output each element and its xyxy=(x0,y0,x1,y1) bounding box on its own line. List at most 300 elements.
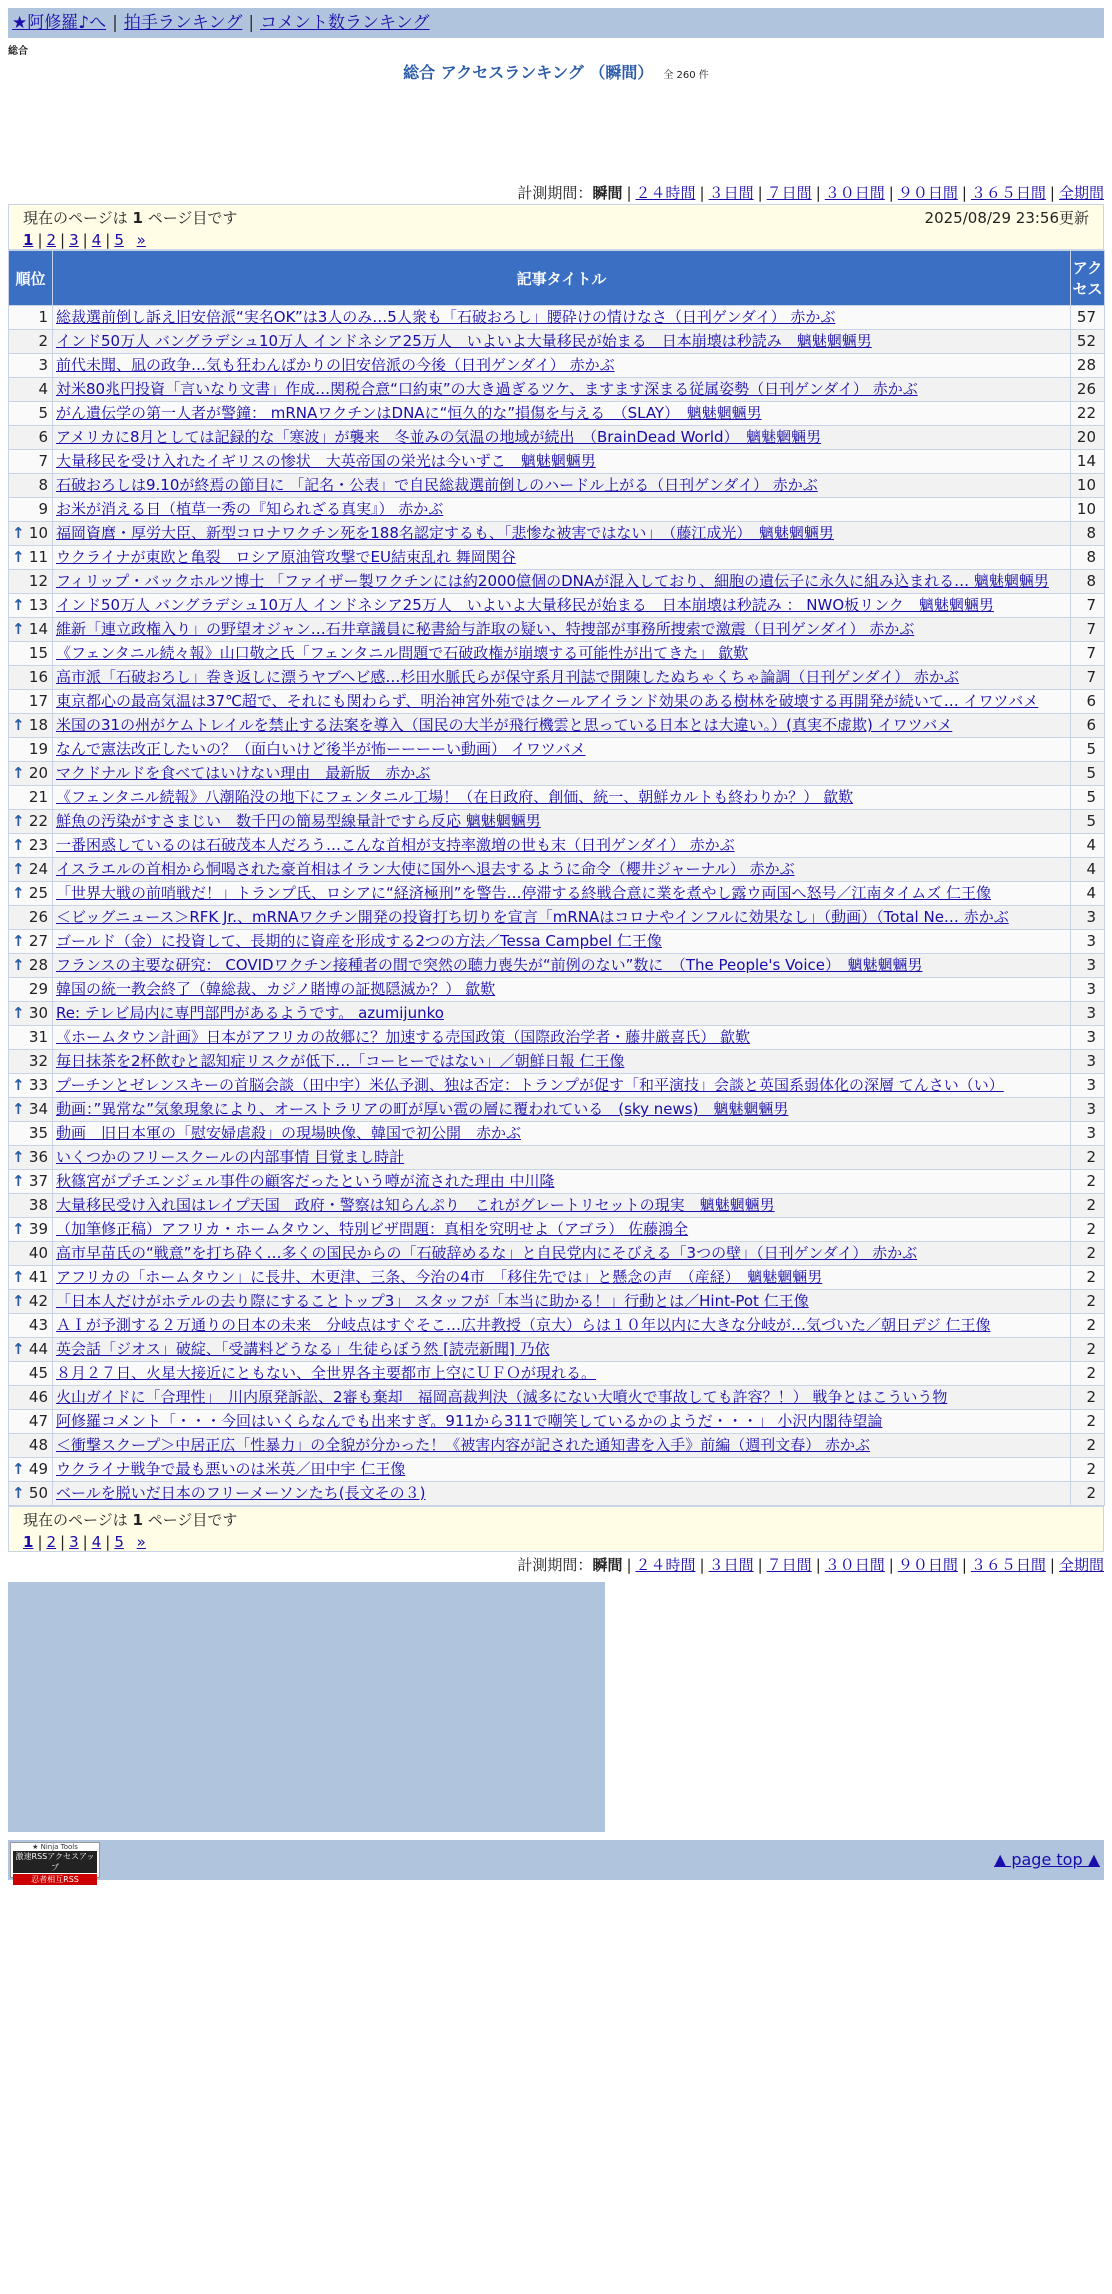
page-link-2[interactable]: 2 xyxy=(46,231,57,249)
period-separator: | xyxy=(1049,1556,1055,1574)
rank-number: 41 xyxy=(28,1268,48,1286)
rank-number: 44 xyxy=(28,1340,48,1358)
rank-cell xyxy=(9,618,53,642)
article-link[interactable]: ＜衝撃スクープ＞中居正広「性暴力」の全貌が分かった！《被害内容が記された通知書を入手》前編（週刊文春） 赤かぶ xyxy=(56,1436,871,1454)
rank-cell xyxy=(9,1194,53,1218)
rank-cell xyxy=(9,498,53,522)
article-link[interactable]: 火山ガイドに「合理性」 川内原発訴訟、2審も棄却 福岡高裁判決（滅多にない大噴火で事故しても許容？！） 戦争とはこういう物 xyxy=(56,1388,948,1406)
access-count: 10 xyxy=(1071,498,1105,522)
title-cell xyxy=(53,1194,1071,1218)
access-count: 2 xyxy=(1071,1170,1105,1194)
arrow-up-icon: ↑ xyxy=(12,932,25,950)
table-row xyxy=(9,618,1105,642)
rank-number: 12 xyxy=(28,572,48,590)
table-row xyxy=(9,1098,1105,1122)
page-link-4[interactable]: 4 xyxy=(91,1533,102,1551)
access-count: 7 xyxy=(1071,594,1105,618)
table-row xyxy=(9,738,1105,762)
page-link-3[interactable]: 3 xyxy=(69,1533,79,1551)
article-link[interactable]: がん遺伝学の第一人者が警鐘： mRNAワクチンはDNAに“恒久的な”損傷を与える （SLAY） 魑魅魍魎男 xyxy=(56,404,762,422)
period-option-6[interactable]: 全期間 xyxy=(1058,184,1104,202)
article-link[interactable]: 毎日抹茶を2杯飲むと認知症リスクが低下…「コーヒーではない」／朝鮮日報 仁王像 xyxy=(56,1052,625,1070)
article-link[interactable]: 福岡資麿・厚労大臣、新型コロナワクチン死を188名認定するも、「悲惨な被害ではない」 （藤江成光） 魑魅魍魎男 xyxy=(56,524,834,542)
pager-separator: | xyxy=(105,1533,111,1551)
arrow-up-icon: ↑ xyxy=(12,1460,25,1478)
article-link[interactable]: 高市早苗氏の“戦意”を打ち砕く…多くの国民からの「石破辞めるな」と自民党内にそびえる「3つの壁」（日刊ゲンダイ） 赤かぶ xyxy=(56,1244,918,1262)
page-link-2[interactable]: 2 xyxy=(46,1533,57,1551)
table-row xyxy=(9,1362,1105,1386)
arrow-up-icon: ↑ xyxy=(12,884,25,902)
period-selector-top xyxy=(8,182,1104,204)
article-link[interactable]: 石破おろしは9.10が終焉の節目に 「記名・公表」で自民総裁選前倒しのハードル上がる（日刊ゲンダイ） 赤かぶ xyxy=(56,476,818,494)
table-row xyxy=(9,1266,1105,1290)
rank-cell xyxy=(9,1098,53,1122)
rank-number: 42 xyxy=(28,1292,48,1310)
title-cell xyxy=(53,618,1071,642)
arrow-up-icon: ↑ xyxy=(12,596,25,614)
access-count: 14 xyxy=(1071,450,1105,474)
table-row xyxy=(9,546,1105,570)
table-row xyxy=(9,570,1105,594)
access-count: 57 xyxy=(1071,306,1105,330)
access-count: 3 xyxy=(1071,906,1105,930)
access-count: 2 xyxy=(1071,1242,1105,1266)
article-link[interactable]: 動画 旧日本軍の「慰安婦虐殺」の現場映像、韓国で初公開 赤かぶ xyxy=(56,1124,522,1142)
page-next-link[interactable]: » xyxy=(136,231,146,249)
article-link[interactable]: 一番困惑しているのは石破茂本人だろう…こんな首相が支持率激増の世も末（日刊ゲンダイ） 赤かぶ xyxy=(56,836,735,854)
rank-cell xyxy=(9,834,53,858)
article-link[interactable]: ベールを脱いだ日本のフリーメーソンたち(長文その３) xyxy=(56,1484,426,1502)
table-row xyxy=(9,666,1105,690)
top-nav-bar xyxy=(8,8,1104,38)
title-cell xyxy=(53,858,1071,882)
access-count: 3 xyxy=(1071,1122,1105,1146)
page-title xyxy=(8,62,1104,84)
table-row xyxy=(9,762,1105,786)
title-cell xyxy=(53,954,1071,978)
pager-separator xyxy=(124,1533,137,1551)
table-row xyxy=(9,378,1105,402)
rank-number: 31 xyxy=(28,1028,48,1046)
table-row xyxy=(9,714,1105,738)
title-cell xyxy=(53,1170,1071,1194)
period-separator: | xyxy=(1049,184,1055,202)
title-cell xyxy=(53,642,1071,666)
article-link[interactable]: 阿修羅コメント「・・・今回はいくらなんでも出来すぎ。911から311で嘲笑しているかのようだ・・・」 小沢内閣待望論 xyxy=(56,1412,883,1430)
access-count: 2 xyxy=(1071,1266,1105,1290)
updated-timestamp: 2025/08/29 23:56更新 xyxy=(924,209,1089,227)
article-link[interactable]: プーチンとゼレンスキーの首脳会談（田中宇）米仏予測、独は否定：トランプが促す「和平演技」会談と英国系弱体化の深層 てんさい（い） xyxy=(56,1076,1004,1094)
access-count: 2 xyxy=(1071,1386,1105,1410)
article-link[interactable]: 鮮魚の汚染がすさまじい 数千円の簡易型線量計ですら反応 魑魅魍魎男 xyxy=(56,812,541,830)
article-link[interactable]: ウクライナ戦争で最も悪いのは米英／田中宇 仁王像 xyxy=(56,1460,406,1478)
rank-cell xyxy=(9,1410,53,1434)
period-separator: | xyxy=(626,184,632,202)
article-link[interactable]: 「日本人だけがホテルの去り際にすることトップ3」 スタッフが「本当に助かる！」行動とは／Hint-Pot 仁王像 xyxy=(56,1292,809,1310)
rank-cell xyxy=(9,570,53,594)
access-count: 7 xyxy=(1071,642,1105,666)
table-row xyxy=(9,1242,1105,1266)
access-count: 2 xyxy=(1071,1338,1105,1362)
article-link[interactable]: アフリカの「ホームタウン」に長井、木更津、三条、今治の4市 「移住先では」と懸念の声 （産経） 魑魅魍魎男 xyxy=(56,1268,823,1286)
rank-cell xyxy=(9,1338,53,1362)
current-page-text: 現在のページは 1 ページ目です xyxy=(23,1511,238,1529)
access-count: 8 xyxy=(1071,522,1105,546)
column-header-access: アクセス xyxy=(1071,251,1105,306)
access-count: 26 xyxy=(1071,378,1105,402)
table-row xyxy=(9,1314,1105,1338)
title-cell xyxy=(53,1290,1071,1314)
nav-link-asyura[interactable]: ★阿修羅♪へ xyxy=(12,13,107,33)
page-top-link[interactable]: ▲ page top ▲ xyxy=(993,1850,1100,1869)
rank-cell xyxy=(9,954,53,978)
access-count: 3 xyxy=(1071,1098,1105,1122)
article-link[interactable]: 対米80兆円投資「言いなり文書」作成…関税合意“口約束”の大き過ぎるツケ、ますます深まる従属姿勢（日刊ゲンダイ） 赤かぶ xyxy=(56,380,918,398)
article-link[interactable]: 米国の31の州がケムトレイルを禁止する法案を導入（国民の大半が飛行機雲と思っている日本とは大違い。）(真実不虚欺) イワツバメ xyxy=(56,716,953,734)
rank-cell xyxy=(9,738,53,762)
access-count: 28 xyxy=(1071,354,1105,378)
rank-cell xyxy=(9,1314,53,1338)
title-cell xyxy=(53,738,1071,762)
rank-number: 33 xyxy=(28,1076,48,1094)
page-link-3[interactable]: 3 xyxy=(69,231,79,249)
rank-cell xyxy=(9,402,53,426)
access-count: 2 xyxy=(1071,1218,1105,1242)
rank-number: 43 xyxy=(28,1316,48,1334)
article-link[interactable]: 大量移民受け入れ国はレイプ天国 政府・警察は知らんぷり これがグレートリセットの現実 魑魅魍魎男 xyxy=(56,1196,775,1214)
table-row xyxy=(9,522,1105,546)
article-link[interactable]: 総裁選前倒し訴え旧安倍派“実名OK”は3人のみ…5人衆も「石破おろし」腰砕けの情けなさ（日刊ゲンダイ） 赤かぶ xyxy=(56,308,836,326)
page-link-1[interactable]: 1 xyxy=(23,231,34,249)
arrow-up-icon: ↑ xyxy=(12,956,25,974)
table-row xyxy=(9,1290,1105,1314)
rank-cell xyxy=(9,594,53,618)
period-separator: | xyxy=(961,1556,967,1574)
article-link[interactable]: 大量移民を受け入れたイギリスの惨状 大英帝国の栄光は今いずこ 魑魅魍魎男 xyxy=(56,452,596,470)
rank-cell xyxy=(9,1170,53,1194)
table-row xyxy=(9,906,1105,930)
arrow-up-icon: ↑ xyxy=(12,1172,25,1190)
ranking-title: 総合 アクセスランキング （瞬間） xyxy=(403,63,654,82)
title-cell xyxy=(53,1266,1071,1290)
rank-cell xyxy=(9,1482,53,1506)
rank-number: 48 xyxy=(28,1436,48,1454)
nav-link-clap-ranking[interactable]: 拍手ランキング xyxy=(123,13,243,33)
access-count: 8 xyxy=(1071,570,1105,594)
access-count: 2 xyxy=(1071,1194,1105,1218)
access-count: 2 xyxy=(1071,1434,1105,1458)
table-row xyxy=(9,834,1105,858)
period-separator: | xyxy=(757,1556,763,1574)
article-link[interactable]: インド50万人 バングラデシュ10万人 インドネシア25万人 いよいよ大量移民が始まる 日本崩壊は秒読み 魑魅魍魎男 xyxy=(56,332,872,350)
title-cell xyxy=(53,690,1071,714)
arrow-up-icon: ↑ xyxy=(12,1004,25,1022)
article-link[interactable]: 東京都心の最高気温は37℃超で、それにも関わらず、明治神宮外苑ではクールアイランド効果のある樹林を破壊する再開発が続いて… イワツバメ xyxy=(56,692,1039,710)
title-cell xyxy=(53,834,1071,858)
arrow-up-icon: ↑ xyxy=(12,1100,25,1118)
rank-cell xyxy=(9,978,53,1002)
access-count: 2 xyxy=(1071,1314,1105,1338)
title-cell xyxy=(53,402,1071,426)
rank-number: 4 xyxy=(38,380,48,398)
rank-number: 47 xyxy=(28,1412,48,1430)
access-count: 7 xyxy=(1071,666,1105,690)
table-row xyxy=(9,1122,1105,1146)
article-link[interactable]: 韓国の統一教会終了（韓総裁、カジノ賭博の証拠隠滅か？） 歙歎 xyxy=(56,980,496,998)
title-cell xyxy=(53,1362,1071,1386)
table-row xyxy=(9,498,1105,522)
access-count: 20 xyxy=(1071,426,1105,450)
title-cell xyxy=(53,426,1071,450)
rank-number: 10 xyxy=(28,524,48,542)
table-row xyxy=(9,1458,1105,1482)
article-link[interactable]: ウクライナが東欧と亀裂 ロシア原油管攻撃でEU結束乱れ 舞岡関谷 xyxy=(56,548,516,566)
title-cell xyxy=(53,474,1071,498)
rank-number: 22 xyxy=(28,812,48,830)
title-cell xyxy=(53,906,1071,930)
page-link-4[interactable]: 4 xyxy=(91,231,102,249)
article-link[interactable]: お米が消える日（植草一秀の『知られざる真実』） 赤かぶ xyxy=(56,500,444,518)
access-count: 2 xyxy=(1071,1362,1105,1386)
rank-cell xyxy=(9,546,53,570)
article-link[interactable]: フランスの主要な研究： COVIDワクチン接種者の間で突然の聴力喪失が“前例のない”数に （The People's Voice） 魑魅魍魎男 xyxy=(56,956,923,974)
period-option-2[interactable]: ７日間 xyxy=(766,184,812,202)
article-link[interactable]: 《フェンタニル続報》八潮陥没の地下にフェンタニル工場！（在日政府、創価、統一、朝鮮カルトも終わりか？） 歙歎 xyxy=(56,788,854,806)
rank-number: 1 xyxy=(38,308,48,326)
title-cell xyxy=(53,978,1071,1002)
page-next-link[interactable]: » xyxy=(136,1533,146,1551)
period-separator: | xyxy=(888,1556,894,1574)
access-count: 2 xyxy=(1071,1146,1105,1170)
article-link[interactable]: マクドナルドを食べてはいけない理由 最新版 赤かぶ xyxy=(56,764,431,782)
article-link[interactable]: 動画：”異常な”気象現象により、オーストラリアの町が厚い雹の層に覆われている (sky news) 魑魅魍魎男 xyxy=(56,1100,789,1118)
article-link[interactable]: アメリカに8月としては記録的な「寒波」が襲来 冬並みの気温の地域が続出 （BrainDead World） 魑魅魍魎男 xyxy=(56,428,822,446)
article-link[interactable]: 《フェンタニル続々報》山口敬之氏「フェンタニル問題で石破政権が崩壊する可能性が出てきた」 歙歎 xyxy=(56,644,749,662)
access-count: 3 xyxy=(1071,1002,1105,1026)
article-link[interactable]: 「世界大戦の前哨戦だ！」トランプ氏、ロシアに“経済極刑”を警告…停滞する終戦合意に業を煮やし露ウ両国へ怒号／江南タイムズ 仁王像 xyxy=(56,884,992,902)
title-cell xyxy=(53,1482,1071,1506)
rank-cell xyxy=(9,1122,53,1146)
arrow-up-icon: ↑ xyxy=(12,1148,25,1166)
title-cell xyxy=(53,1050,1071,1074)
title-cell xyxy=(53,1434,1071,1458)
pager-separator: | xyxy=(60,1533,66,1551)
article-link[interactable]: 英会話「ジオス」破綻、「受講料どうなる」生徒らぼう然 [読売新聞] 乃依 xyxy=(56,1340,550,1358)
arrow-up-icon: ↑ xyxy=(12,716,25,734)
rank-number: 26 xyxy=(28,908,48,926)
table-row xyxy=(9,1026,1105,1050)
table-row xyxy=(9,1386,1105,1410)
rank-number: 6 xyxy=(38,428,48,446)
access-count: 8 xyxy=(1071,546,1105,570)
article-link[interactable]: イスラエルの首相から恫喝された豪首相はイラン大使に国外へ退去するように命令（櫻井ジャーナル） 赤かぶ xyxy=(56,860,795,878)
rank-cell xyxy=(9,474,53,498)
rank-number: 17 xyxy=(28,692,48,710)
table-row xyxy=(9,1170,1105,1194)
pager-separator: | xyxy=(82,231,88,249)
rank-cell xyxy=(9,354,53,378)
table-row xyxy=(9,402,1105,426)
title-cell xyxy=(53,810,1071,834)
rank-cell xyxy=(9,1146,53,1170)
ninja-rss-logo[interactable]: ★ Ninja Tools 激速RSSアクセスアップ 忍者相互RSS xyxy=(10,1842,100,1878)
ad-banner xyxy=(8,1582,605,1832)
rank-number: 32 xyxy=(28,1052,48,1070)
table-row xyxy=(9,954,1105,978)
article-link[interactable]: ８月２７日、火星大接近にともない、全世界各主要都市上空にＵＦＯが現れる。 xyxy=(56,1364,597,1382)
period-option-4[interactable]: ９０日間 xyxy=(897,184,958,202)
rank-cell xyxy=(9,642,53,666)
article-link[interactable]: フィリップ・バックホルツ博士 「ファイザー製ワクチンには約2000億個のDNAが混入しており、細胞の遺伝子に永久に組み込まれる… 魑魅魍魎男 xyxy=(56,572,1049,590)
title-cell xyxy=(53,714,1071,738)
rank-number: 38 xyxy=(28,1196,48,1214)
pager-separator: | xyxy=(37,1533,43,1551)
period-option-3[interactable]: ３０日間 xyxy=(824,1556,885,1574)
period-option-4[interactable]: ９０日間 xyxy=(897,1556,958,1574)
article-link[interactable]: 《ホームタウン計画》日本がアフリカの故郷に？加速する売国政策（国際政治学者・藤井厳喜氏） 歙歎 xyxy=(56,1028,751,1046)
rank-cell xyxy=(9,330,53,354)
table-row xyxy=(9,1194,1105,1218)
footer-bar xyxy=(8,1840,1104,1884)
rank-cell xyxy=(9,858,53,882)
access-count: 2 xyxy=(1071,1482,1105,1506)
title-cell xyxy=(53,930,1071,954)
rank-cell xyxy=(9,306,53,330)
rank-cell xyxy=(9,930,53,954)
rank-number: 39 xyxy=(28,1220,48,1238)
article-link[interactable]: 秋篠宮がプチエンジェル事件の顧客だったという噂が流された理由 中川隆 xyxy=(56,1172,555,1190)
table-row xyxy=(9,426,1105,450)
table-row xyxy=(9,1482,1105,1506)
rank-number: 24 xyxy=(28,860,48,878)
arrow-up-icon: ↑ xyxy=(12,812,25,830)
page-link-5[interactable]: 5 xyxy=(114,1533,124,1551)
period-separator: | xyxy=(815,184,821,202)
period-option-1[interactable]: ３日間 xyxy=(708,1556,754,1574)
access-count: 4 xyxy=(1071,834,1105,858)
rank-cell xyxy=(9,1074,53,1098)
table-row xyxy=(9,1002,1105,1026)
rank-number: 46 xyxy=(28,1388,48,1406)
access-count: 4 xyxy=(1071,882,1105,906)
rank-number: 27 xyxy=(28,932,48,950)
rank-cell xyxy=(9,522,53,546)
rank-number: 29 xyxy=(28,980,48,998)
rank-cell xyxy=(9,378,53,402)
table-row xyxy=(9,978,1105,1002)
period-option-2[interactable]: ７日間 xyxy=(766,1556,812,1574)
period-separator: | xyxy=(815,1556,821,1574)
table-row xyxy=(9,1434,1105,1458)
rank-number: 14 xyxy=(28,620,48,638)
article-link[interactable]: 維新「連立政権入り」の野望オジャン…石井章議員に秘書給与詐取の疑い、特捜部が事務所捜索で激震（日刊ゲンダイ） 赤かぶ xyxy=(56,620,915,638)
period-option-5[interactable]: ３６５日間 xyxy=(970,184,1046,202)
period-selector-bottom xyxy=(8,1554,1104,1576)
rank-number: 40 xyxy=(28,1244,48,1262)
column-header-rank: 順位 xyxy=(9,251,53,306)
access-count: 6 xyxy=(1071,690,1105,714)
article-link[interactable]: 高市派「石破おろし」巻き返しに漂うヤブヘビ感…杉田水脈氏らが保守系月刊誌で開陳したぬちゃくちゃ論調（日刊ゲンダイ） 赤かぶ xyxy=(56,668,959,686)
period-option-1[interactable]: ３日間 xyxy=(708,184,754,202)
article-link[interactable]: なんで憲法改正したいの？（面白いけど後半が怖ーーーーい動画） イワツバメ xyxy=(56,740,586,758)
pager-separator: | xyxy=(82,1533,88,1551)
pager-separator: | xyxy=(37,231,43,249)
title-cell xyxy=(53,498,1071,522)
period-label: 計測期間： xyxy=(517,1556,593,1574)
rank-number: 25 xyxy=(28,884,48,902)
rank-cell xyxy=(9,426,53,450)
article-link[interactable]: Re: テレビ局内に専門部門があるようです。 azumijunko xyxy=(56,1004,444,1022)
period-option-6[interactable]: 全期間 xyxy=(1058,1556,1104,1574)
page-link-5[interactable]: 5 xyxy=(114,231,124,249)
title-cell xyxy=(53,1074,1071,1098)
access-count: 5 xyxy=(1071,762,1105,786)
access-count: 2 xyxy=(1071,1410,1105,1434)
rank-number: 13 xyxy=(28,596,48,614)
title-cell xyxy=(53,1218,1071,1242)
rank-number: 7 xyxy=(38,452,48,470)
period-option-0[interactable]: ２４時間 xyxy=(635,184,696,202)
period-option-5[interactable]: ３６５日間 xyxy=(970,1556,1046,1574)
title-cell xyxy=(53,882,1071,906)
pagination-top xyxy=(23,229,1089,251)
arrow-up-icon: ↑ xyxy=(12,836,25,854)
rank-number: 45 xyxy=(28,1364,48,1382)
article-link[interactable]: 前代未聞、凪の政争…気も狂わんばかりの旧安倍派の今後（日刊ゲンダイ） 赤かぶ xyxy=(56,356,615,374)
rank-number: 3 xyxy=(38,356,48,374)
arrow-up-icon: ↑ xyxy=(12,524,25,542)
table-row xyxy=(9,786,1105,810)
rank-cell xyxy=(9,690,53,714)
article-link[interactable]: いくつかのフリースクールの内部事情 目覚まし時計 xyxy=(56,1148,405,1166)
period-separator: | xyxy=(699,1556,705,1574)
period-option-3[interactable]: ３０日間 xyxy=(824,184,885,202)
rank-cell xyxy=(9,1362,53,1386)
title-cell xyxy=(53,1002,1071,1026)
article-link[interactable]: ＡＩが予測する２万通りの日本の未来 分岐点はすぐそこ…広井教授（京大）らは１０年以内に大きな分岐が…気づいた／朝日デジ 仁王像 xyxy=(56,1316,991,1334)
title-cell xyxy=(53,330,1071,354)
table-row xyxy=(9,1146,1105,1170)
arrow-up-icon: ↑ xyxy=(12,620,25,638)
table-row xyxy=(9,1410,1105,1434)
period-option-0[interactable]: ２４時間 xyxy=(635,1556,696,1574)
arrow-up-icon: ↑ xyxy=(12,1292,25,1310)
rank-number: 37 xyxy=(28,1172,48,1190)
rank-cell xyxy=(9,906,53,930)
table-row xyxy=(9,858,1105,882)
title-cell xyxy=(53,762,1071,786)
article-link[interactable]: ゴールド（金）に投資して、長期的に資産を形成する2つの方法／Tessa Campbel 仁王像 xyxy=(56,932,662,950)
table-row xyxy=(9,1338,1105,1362)
rank-number: 15 xyxy=(28,644,48,662)
nav-link-comment-ranking[interactable]: コメント数ランキング xyxy=(260,13,430,33)
access-count: 2 xyxy=(1071,1290,1105,1314)
article-link[interactable]: ＜ビッグニュース＞RFK Jr.、mRNAワクチン開発の投資打ち切りを宣言「mRNAはコロナやインフルに効果なし」（動画）（Total Ne… 赤かぶ xyxy=(56,908,1009,926)
access-count: 3 xyxy=(1071,1074,1105,1098)
table-row xyxy=(9,450,1105,474)
title-cell xyxy=(53,1122,1071,1146)
article-link[interactable]: インド50万人 バングラデシュ10万人 インドネシア25万人 いよいよ大量移民が始まる 日本崩壊は秒読み ： NWO板リンク 魑魅魍魎男 xyxy=(56,596,994,614)
access-count: 3 xyxy=(1071,1026,1105,1050)
total-count: 全 260 件 xyxy=(663,70,709,81)
rank-cell xyxy=(9,1050,53,1074)
arrow-up-icon: ↑ xyxy=(12,860,25,878)
title-cell xyxy=(53,666,1071,690)
page-link-1[interactable]: 1 xyxy=(23,1533,34,1551)
page-info-bottom xyxy=(8,1506,1104,1552)
article-link[interactable]: （加筆修正稿）アフリカ・ホームタウン、特別ビザ問題：真相を究明せよ（アゴラ） 佐藤鴻全 xyxy=(56,1220,689,1238)
access-count: 3 xyxy=(1071,954,1105,978)
